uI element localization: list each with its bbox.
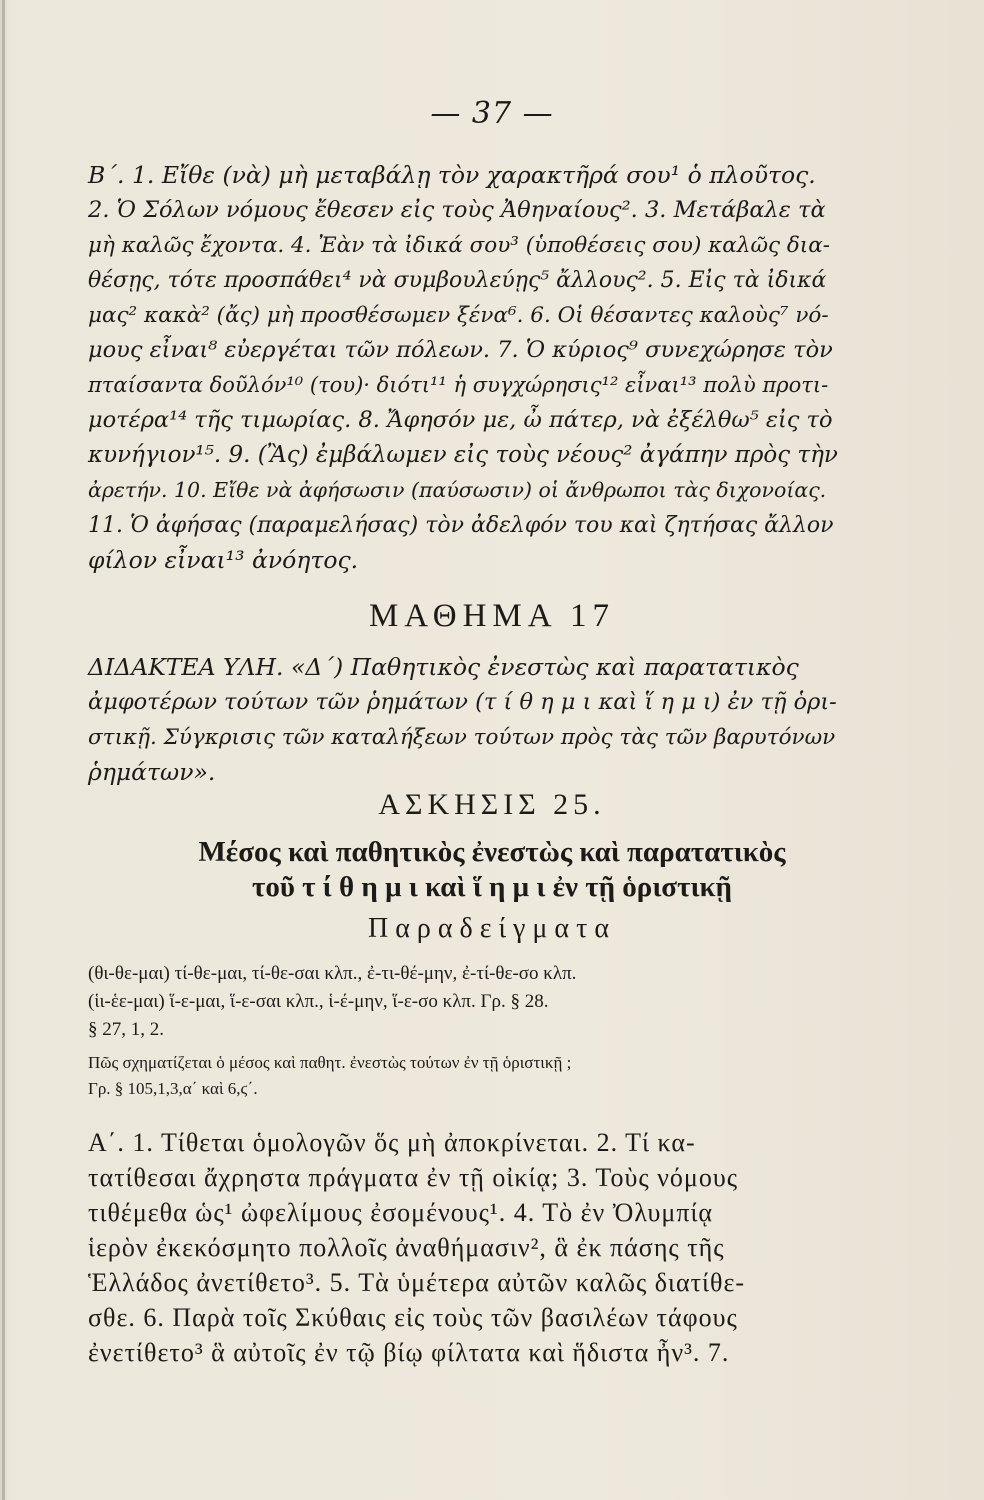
exercise-b-line: μοτέρα¹⁴ τῆς τιμωρίας. 8. Ἄφησόν με, ὦ πάτερ, νὰ ἐξέλθω⁵ εἰς τὸ	[88, 407, 833, 433]
exercise-a-line: σθε. 6. Παρὰ τοῖς Σκύθαις εἰς τοὺς τῶν βασιλέων τάφους	[88, 1303, 738, 1332]
lesson-heading: ΜΑΘΗΜΑ 17	[368, 598, 616, 634]
exercise-b-line: θέσῃς, τότε προσπάθει⁴ νὰ συμβουλεύῃς⁵ ἄλλους². 5. Εἰς τὰ ἰδικά	[88, 268, 827, 293]
exercise-b-line: φίλον εἶναι¹³ ἀνόητος.	[88, 546, 359, 574]
material-line: ῥημάτων».	[88, 758, 216, 786]
question-line: Πῶς σχηματίζεται ὁ μέσος καὶ παθητ. ἐνεστὼς τούτων ἐν τῇ ὁριστικῇ ;	[88, 1053, 572, 1072]
page-number: — 37 —	[430, 96, 554, 131]
exercise-title: Μέσος καὶ παθητικὸς ἐνεστὼς καὶ παρατατικὸς	[198, 836, 786, 868]
example-line: § 27, 1, 2.	[88, 1019, 164, 1040]
exercise-a-line: Α΄. 1. Τίθεται ὁμολογῶν ὅς μὴ ἀποκρίνεται. 2. Τί κα-	[88, 1128, 696, 1157]
page-edge-shadow	[2, 0, 5, 1500]
exercise-heading: ΑΣΚΗΣΙΣ 25.	[378, 788, 606, 821]
exercise-b-line: 2. Ὁ Σόλων νόμους ἔθεσεν εἰς τοὺς Ἀθηναίους². 3. Μετάβαλε τὰ	[88, 197, 826, 223]
exercise-a-line: ἐνετίθετο³ ἃ αὐτοῖς ἐν τῷ βίῳ φίλτατα καὶ ἥδιστα ἦν³. 7.	[88, 1338, 730, 1367]
example-line: (θι-θε-μαι) τί-θε-μαι, τί-θε-σαι κλπ., ἐ-τι-θέ-μην, ἐ-τί-θε-σο κλπ.	[88, 963, 577, 984]
exercise-b-line: πταίσαντα δοῦλόν¹⁰ (του)· διότι¹¹ ἡ συγχώρησις¹² εἶναι¹³ πολὺ προτι-	[88, 373, 829, 397]
exercise-a-line: τιθέμεθα ὡς¹ ὠφελίμους ἐσομένους¹. 4. Τὸ ἐν Ὀλυμπίᾳ	[88, 1198, 714, 1227]
exercise-a-line: ἱερὸν ἐκεκόσμητο πολλοῖς ἀναθήμασιν², ἃ ἐκ πάσης τῆς	[88, 1233, 725, 1262]
exercise-b-line: μους εἶναι⁸ εὐεργέται τῶν πόλεων. 7. Ὁ κύριος⁹ συνεχώρησε τὸν	[88, 337, 833, 363]
material-line: ΔΙΔΑΚΤΕΑ ΥΛΗ. «Δ΄) Παθητικὸς ἐνεστὼς καὶ παρατατικὸς	[88, 653, 799, 681]
exercise-a-line: Ἑλλάδος ἀνετίθετο³. 5. Τὰ ὑμέτερα αὐτῶν καλῶς διατίθε-	[88, 1268, 746, 1297]
question-line: Γρ. § 105,1,3,α΄ καὶ 6,ϛ΄.	[88, 1079, 258, 1098]
exercise-b-line: Β΄. 1. Εἴθε (νὰ) μὴ μεταβάλῃ τὸν χαρακτῆρά σου¹ ὁ πλοῦτος.	[88, 161, 816, 189]
exercise-a-line: τατίθεσαι ἄχρηστα πράγματα ἐν τῇ οἰκίᾳ; 3. Τοὺς νόμους	[88, 1163, 738, 1192]
exercise-b-line: μὴ καλῶς ἔχοντα. 4. Ἐὰν τὰ ἰδικά σου³ (ὑποθέσεις σου) καλῶς δια-	[88, 233, 831, 258]
example-line: (ἱι-ἑε-μαι) ἵ-ε-μαι, ἵ-ε-σαι κλπ., ἱ-έ-μην, ἵ-ε-σο κλπ. Γρ. § 28.	[88, 991, 549, 1012]
material-line: στικῇ. Σύγκρισις τῶν καταλήξεων τούτων πρὸς τὰς τῶν βαρυτόνων	[88, 725, 836, 750]
exercise-title: τοῦ τ ί θ η μ ι καὶ ἵ η μ ι ἐν τῇ ὁριστικῇ	[251, 871, 733, 903]
exercise-b-line: μας² κακὰ² (ἄς) μὴ προσθέσωμεν ξένα⁶. 6. Οἱ θέσαντες καλοὺς⁷ νό-	[88, 303, 829, 328]
material-line: ἀμφοτέρων τούτων τῶν ῥημάτων (τ ί θ η μ ι καὶ ἵ η μ ι) ἐν τῇ ὁρι-	[88, 689, 837, 715]
exercise-b-line: κυνήγιον¹⁵. 9. (Ἂς) ἐμβάλωμεν εἰς τοὺς νέους² ἀγάπην πρὸς τὴν	[88, 442, 838, 468]
examples-heading: Παραδείγματα	[368, 913, 616, 944]
exercise-b-line: ἀρετήν. 10. Εἴθε νὰ ἀφήσωσιν (παύσωσιν) οἱ ἄνθρωποι τὰς διχονοίας.	[88, 478, 827, 502]
exercise-b-line: 11. Ὁ ἀφήσας (παραμελήσας) τὸν ἀδελφόν του καὶ ζητήσας ἄλλον	[88, 513, 834, 538]
